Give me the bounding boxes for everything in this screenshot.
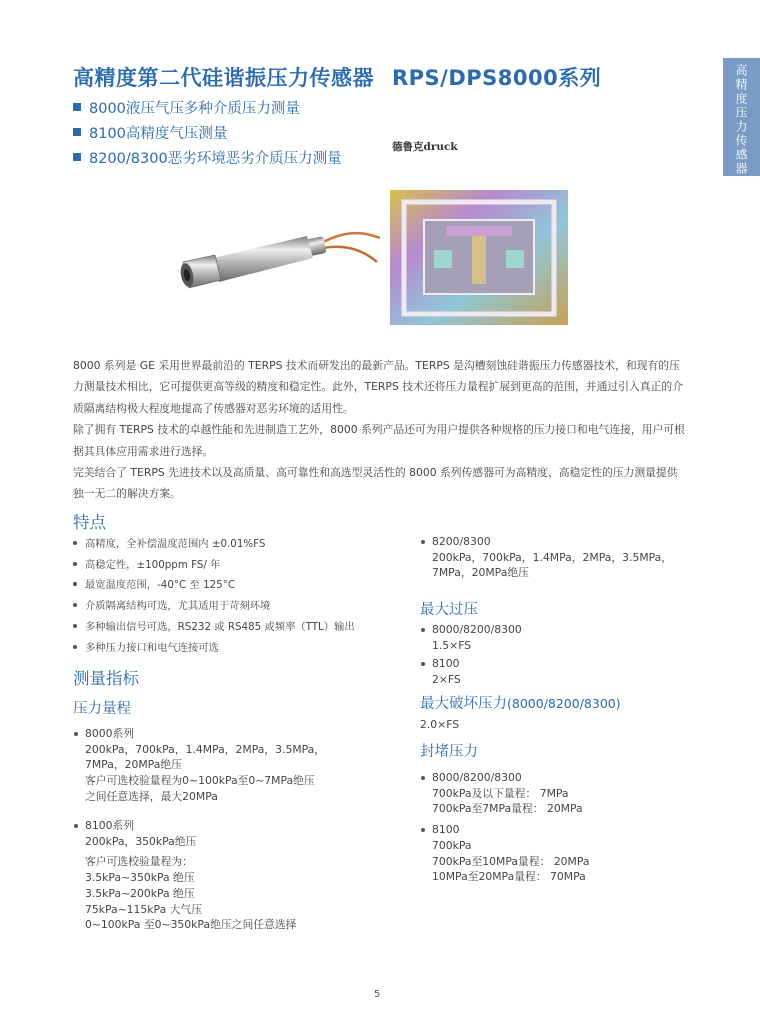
intro-text — [73, 355, 685, 505]
title-suffix: RPS/DPS8000系列 — [392, 66, 602, 90]
square-bullet-icon — [73, 103, 81, 111]
model-label: 8100系列 — [73, 818, 296, 834]
header-bullet: 8200/8300恶劣环境恶劣介质压力测量 — [73, 147, 342, 172]
model-label: 8200/8300 — [420, 534, 672, 550]
list-item: 高精度，全补偿温度范围内 ±0.01%FS — [73, 534, 355, 555]
bullet-dot-icon — [73, 582, 77, 586]
intro-paragraph: 8000 系列是 GE 采用世界最前沿的 TERPS 技术而研发出的最新产品。TERPS 是沟槽刻蚀硅谐振压力传感器技术，和现有的压力测量技术相比，它可提供更高等级的精度和稳定性。此外，TERPS 技术还将压力量程扩展到更高的范围，并通过引入真正的介质隔离结构极大程度地提高了传感器对恶劣环境的适用性。 — [73, 359, 683, 415]
model-label: 8000/8200/8300 — [420, 622, 522, 638]
overpressure-heading: 最大过压 — [420, 602, 478, 618]
specs-heading: 测量指标 — [73, 669, 139, 688]
range-heading: 压力量程 — [73, 701, 131, 717]
model-label: 8000/8200/8300 — [420, 770, 590, 786]
features-list — [73, 534, 355, 658]
page-title — [73, 62, 601, 92]
square-bullet-icon — [73, 153, 81, 161]
intro-paragraph: 除了拥有 TERPS 技术的卓越性能和先进制造工艺外，8000 系列产品还可为用户提供各种规格的压力接口和电气连接，用户可根据其具体应用需求进行选择。 — [73, 423, 685, 458]
model-label: 8100 — [420, 656, 522, 672]
list-item: 高稳定性，±100ppm FS/ 年 — [73, 555, 355, 576]
header-bullet-list — [73, 97, 342, 172]
list-item: 介质隔离结构可选，尤其适用于苛刻环境 — [73, 596, 355, 617]
model-label: 8100 — [420, 822, 590, 838]
title-main: 高精度第二代硅谐振压力传感器 — [73, 66, 374, 90]
containment-heading: 封堵压力 — [420, 744, 478, 760]
range-group-8000: 8000系列 200kPa，700kPa，1.4MPa，2MPa，3.5MPa， 7MPa，20MPa绝压 客户可选校验量程为0~100kPa至0~7MPa绝压 之间任意选择，最大20MPa — [73, 726, 325, 805]
bullet-dot-icon — [73, 645, 77, 649]
intro-paragraph: 完美结合了 TERPS 先进技术以及高质量、高可靠性和高选型灵活性的 8000 系列传感器可为高精度、高稳定性的压力测量提供独一无二的解决方案。 — [73, 466, 678, 501]
header-bullet: 8100高精度气压测量 — [73, 122, 342, 147]
image-caption: 德鲁克druck — [392, 141, 458, 153]
list-item: 多种输出信号可选，RS232 或 RS485 或频率（TTL）输出 — [73, 617, 355, 638]
square-bullet-icon — [73, 128, 81, 136]
features-heading: 特点 — [73, 513, 106, 532]
bullet-dot-icon — [73, 624, 77, 628]
burst-value: 2.0×FS — [420, 718, 460, 731]
list-item: 多种压力接口和电气连接可选 — [73, 638, 355, 659]
bullet-dot-icon — [73, 541, 77, 545]
header-bullet: 8000液压气压多种介质压力测量 — [73, 97, 342, 122]
bullet-dot-icon — [73, 603, 77, 607]
pressure-sensor-image — [175, 220, 380, 300]
containment-list: 8000/8200/8300 700kPa及以下量程： 7MPa 700kPa至7MPa量程： 20MPa 8100 700kPa 700kPa至10MPa量程： 20MPa 10MPa至20MPa量程： 70MPa — [420, 770, 590, 885]
list-item: 最宽温度范围，-40°C 至 125°C — [73, 575, 355, 596]
side-tab: 高精度压力传感器 — [723, 58, 760, 176]
silicon-chip-image — [390, 190, 568, 325]
bullet-dot-icon — [73, 562, 77, 566]
burst-heading: 最大破坏压力(8000/8200/8300) — [420, 696, 621, 712]
range-group-8200-8300: 8200/8300 200kPa，700kPa，1.4MPa，2MPa，3.5MPa， 7MPa，20MPa绝压 — [420, 534, 672, 581]
page-number: 5 — [374, 989, 381, 1000]
range-group-8100: 8100系列 200kPa，350kPa绝压 客户可选校验量程为： 3.5kPa~350kPa 绝压 3.5kPa~200kPa 绝压 75kPa~115kPa 大气压 0~100kPa 至0~350kPa绝压之间任意选择 — [73, 818, 296, 933]
overpressure-list: 8000/8200/8300 1.5×FS 8100 2×FS — [420, 622, 522, 688]
model-label: 8000系列 — [73, 726, 325, 742]
